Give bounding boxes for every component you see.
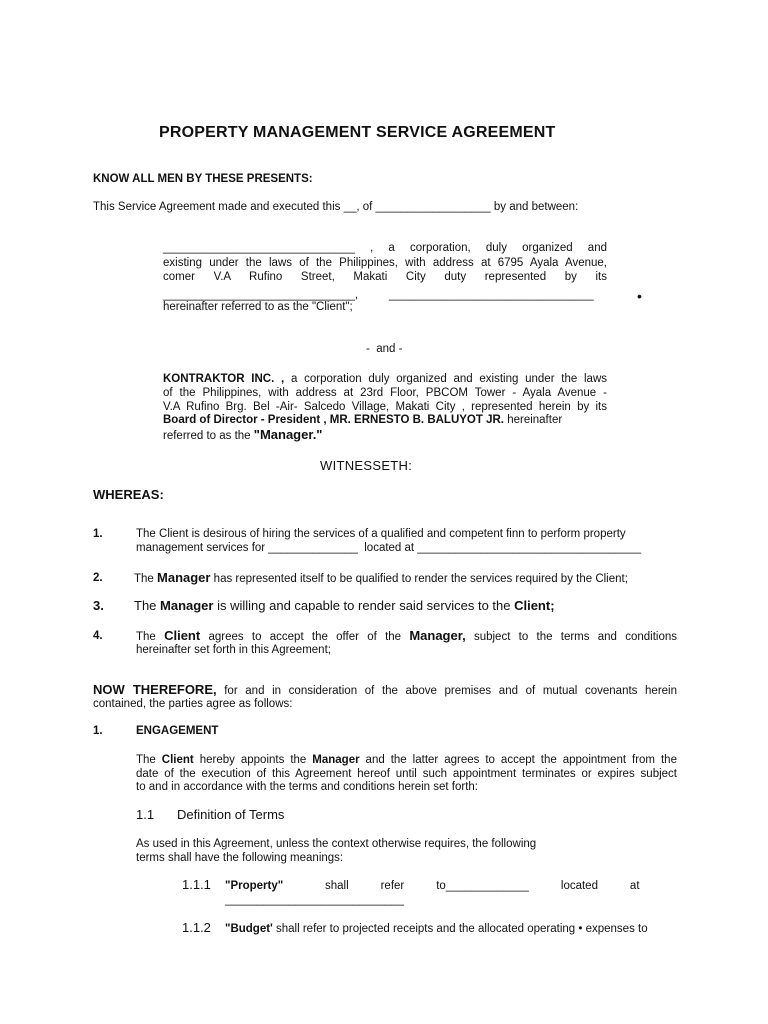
now-therefore-label: NOW THEREFORE, <box>93 682 217 697</box>
subsection-heading: Definition of Terms <box>177 807 285 822</box>
text-mid: hereby appoints the <box>193 754 313 766</box>
term-definition-line-2: ____________________________ <box>225 894 405 906</box>
engagement-line-3: to and in accordance with the terms and conditions herein set forth: <box>136 781 479 793</box>
client-line-4a: ______________________________, <box>163 289 359 301</box>
term-definition <box>225 922 648 936</box>
manager-line-5-text: referred to as the <box>163 430 254 442</box>
text-post: has represented itself to be qualified to render the services required by the Client; <box>210 573 628 585</box>
whereas-item-text-2: hereinafter set forth in this Agreement; <box>136 644 331 656</box>
manager-company-name: KONTRAKTOR INC. , <box>163 373 285 385</box>
whereas-item-number: 2. <box>93 572 103 584</box>
manager-line-1-text: a corporation duly organized and existing under the laws <box>284 373 607 385</box>
term-manager: Manager <box>160 598 214 613</box>
term-definition-text: shall refer to projected receipts and the allocated operating • expenses to <box>272 923 648 935</box>
client-line-4b: ________________________________ <box>389 289 594 301</box>
witnesseth-heading: WITNESSETH: <box>320 458 413 473</box>
term-client: Client <box>161 754 194 766</box>
text-pre: The <box>134 598 161 613</box>
client-line-1: ______________________________ , a corporation, duly organized and <box>163 242 607 254</box>
whereas-heading: WHEREAS: <box>93 487 164 502</box>
term-name: "Property" <box>225 880 284 892</box>
term-number: 1.1.2 <box>182 920 211 935</box>
manager-line-3: V.A Rufino Brg. Bel -Air- Salcedo Village, Makati City , represented herein by its <box>163 401 607 413</box>
text-pre: The <box>134 573 158 585</box>
client-line-3: comer V.A Rufino Street, Makati City duty represented by its <box>163 271 607 283</box>
manager-line-1 <box>163 372 607 386</box>
whereas-item-text <box>134 571 628 586</box>
manager-line-4-end: hereinafter <box>504 414 563 426</box>
whereas-item-number: 3. <box>93 598 104 613</box>
client-line-2: existing under the laws of the Philippines, with address at 6795 Ayala Avenue, <box>163 257 607 269</box>
whereas-item-text: The Client is desirous of hiring the services of a qualified and competent finn to perform property <box>136 528 626 540</box>
definitions-line-2: terms shall have the following meanings: <box>136 852 344 864</box>
engagement-line-1 <box>136 753 677 767</box>
whereas-item-number: 4. <box>93 630 103 642</box>
section-heading: ENGAGEMENT <box>136 725 219 737</box>
definitions-line-1: As used in this Agreement, unless the context otherwise requires, the following <box>136 838 537 850</box>
manager-representative: Board of Director - President , MR. ERNESTO B. BALUYOT JR. <box>163 414 504 426</box>
engagement-line-2: date of the execution of this Agreement hereof until such appointment terminates or expires subject <box>136 768 677 780</box>
whereas-item-text <box>134 599 555 613</box>
know-all-men-heading: KNOW ALL MEN BY THESE PRESENTS: <box>93 173 313 185</box>
and-separator: - and - <box>366 343 403 355</box>
client-line-5: hereinafter referred to as the "Client"; <box>163 301 353 313</box>
now-therefore-text: for and in consideration of the above premises and of mutual covenants herein <box>216 685 678 697</box>
now-therefore-line-2: contained, the parties agree as follows: <box>93 698 293 710</box>
term-number: 1.1.1 <box>182 877 211 892</box>
section-number: 1. <box>93 725 103 737</box>
manager-label: "Manager." <box>253 427 323 442</box>
term-client: Client; <box>514 598 555 613</box>
text-mid: is willing and capable to render said services to the <box>213 598 515 613</box>
manager-line-4 <box>163 413 562 427</box>
term-definition: shall refer to_____________ located at <box>325 880 640 892</box>
term-manager: Manager, <box>409 628 466 643</box>
bullet-icon: • <box>637 288 642 304</box>
text-mid: agrees to accept the offer of the <box>200 631 410 643</box>
intro-paragraph: This Service Agreement made and executed this __, of __________________ by and between: <box>93 201 579 213</box>
text-post: and the latter agrees to accept the appointment from the <box>359 754 677 766</box>
subsection-number: 1.1 <box>136 807 155 822</box>
whereas-item-number: 1. <box>93 528 103 540</box>
manager-line-2: of the Philippines, with address at 23rd Floor, PBCOM Tower - Ayala Avenue - <box>163 387 607 399</box>
term-manager: Manager <box>312 754 360 766</box>
term-client: Client <box>164 628 201 643</box>
whereas-item-text <box>136 629 677 644</box>
manager-line-5 <box>163 428 322 443</box>
text-post: subject to the terms and conditions <box>465 631 677 643</box>
whereas-item-text-2: management services for ______________ located at ___________________________________ <box>136 542 642 554</box>
now-therefore-line-1 <box>93 683 677 698</box>
page-title: PROPERTY MANAGEMENT SERVICE AGREEMENT <box>159 124 556 141</box>
text-pre: The <box>136 631 165 643</box>
text-pre: The <box>136 754 162 766</box>
term-manager: Manager <box>157 570 211 585</box>
term-name: "Budget' <box>225 923 273 935</box>
